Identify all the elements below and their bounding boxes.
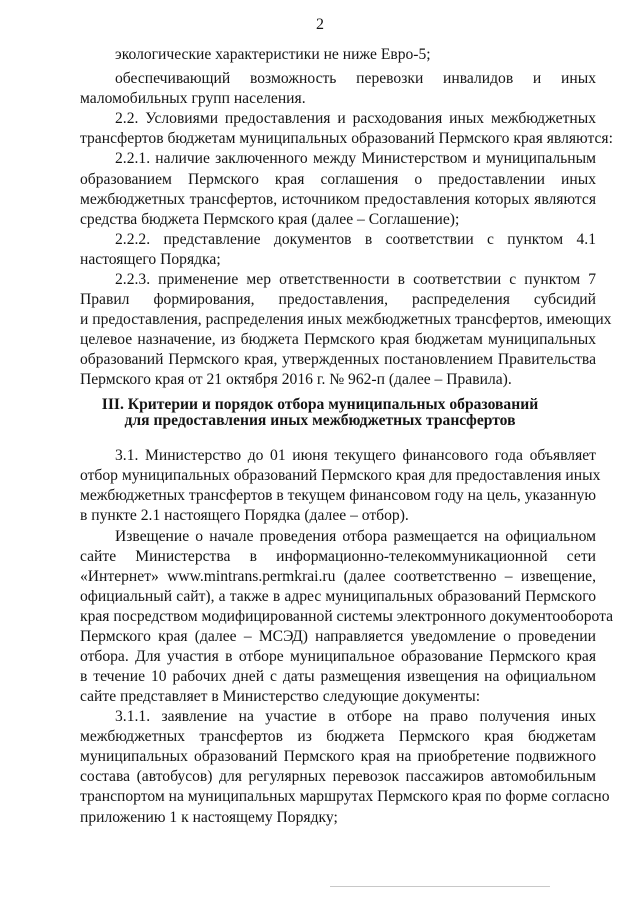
text-line: Пермского края (далее – МСЭД) направляется уведомление о проведении <box>80 628 596 645</box>
text-line: межбюджетных трансфертов из бюджета Пермского края бюджетам <box>80 728 596 745</box>
text-line: муниципальных образований Пермского края на приобретение подвижного <box>80 748 596 765</box>
text-line: экологические характеристики не ниже Евро-5; <box>115 46 431 63</box>
text-line: отбора. Для участия в отборе муниципальное образование Пермского края <box>80 648 596 665</box>
text-line: «Интернет» www.mintrans.permkrai.ru (далее соответственно – извещение, <box>80 568 596 585</box>
text-line: в пункте 2.1 настоящего Порядка (далее – отбор). <box>80 507 409 524</box>
text-line: сайте представляет в Министерство следующие документы: <box>80 688 481 705</box>
text-line: Извещение о начале проведения отбора размещается на официальном <box>115 528 596 545</box>
section-heading-continuation: для предоставления иных межбюджетных трансфертов <box>124 412 516 429</box>
text-line: отбор муниципальных образований Пермского края для предоставления иных <box>80 467 601 484</box>
text-line: средства бюджета Пермского края (далее – Соглашение); <box>80 211 460 228</box>
page-number: 2 <box>316 16 324 33</box>
text-line: Правил формирования, предоставления, распределения субсидий <box>80 291 596 308</box>
text-line: 2.2.1. наличие заключенного между Министерством и муниципальным <box>115 150 596 167</box>
text-line: настоящего Порядка; <box>80 251 221 268</box>
text-line: образованием Пермского края соглашения о предоставлении иных <box>80 171 596 188</box>
text-line: состава (автобусов) для регулярных перевозок пассажиров автомобильным <box>80 768 596 785</box>
text-line: в течение 10 рабочих дней с даты размещения извещения на официальном <box>80 668 596 685</box>
text-line: межбюджетных трансфертов в текущем финансовом году на цель, указанную <box>80 487 596 504</box>
text-line: 2.2.3. применение мер ответственности в соответствии с пунктом 7 <box>115 271 596 288</box>
section-heading: III. Критерии и порядок отбора муниципальных образований <box>101 396 539 413</box>
text-line: целевое назначение, из бюджета Пермского края бюджетам муниципальных <box>80 331 596 348</box>
text-line: образований Пермского края, утвержденных постановлением Правительства <box>80 351 596 368</box>
text-line: Пермского края от 21 октября 2016 г. № 962-п (далее – Правила). <box>80 371 512 388</box>
text-line: межбюджетных трансфертов, источником предоставления которых являются <box>80 191 596 208</box>
text-line: 3.1. Министерство до 01 июня текущего финансового года объявляет <box>115 447 596 464</box>
text-line: маломобильных групп населения. <box>80 90 306 107</box>
text-line: 2.2. Условиями предоставления и расходования иных межбюджетных <box>115 110 596 127</box>
text-line: края посредством модифицированной системы электронного документооборота <box>80 608 614 625</box>
scan-artifact <box>330 886 550 887</box>
text-line: сайте Министерства в информационно-телекоммуникационной сети <box>80 548 596 565</box>
text-line: трансфертов бюджетам муниципальных образований Пермского края являются: <box>80 130 613 147</box>
text-line: официальный сайт), а также в адрес муниципальных образований Пермского <box>80 588 596 605</box>
text-line: приложению 1 к настоящему Порядку; <box>80 809 338 826</box>
text-line: обеспечивающий возможность перевозки инвалидов и иных <box>115 70 596 87</box>
text-line: транспортом на муниципальных маршрутах Пермского края по форме согласно <box>80 788 610 805</box>
text-line: 3.1.1. заявление на участие в отборе на право получения иных <box>115 708 596 725</box>
text-line: и предоставления, распределения иных межбюджетных трансфертов, имеющих <box>80 311 612 328</box>
text-line: 2.2.2. представление документов в соответствии с пунктом 4.1 <box>115 231 596 248</box>
